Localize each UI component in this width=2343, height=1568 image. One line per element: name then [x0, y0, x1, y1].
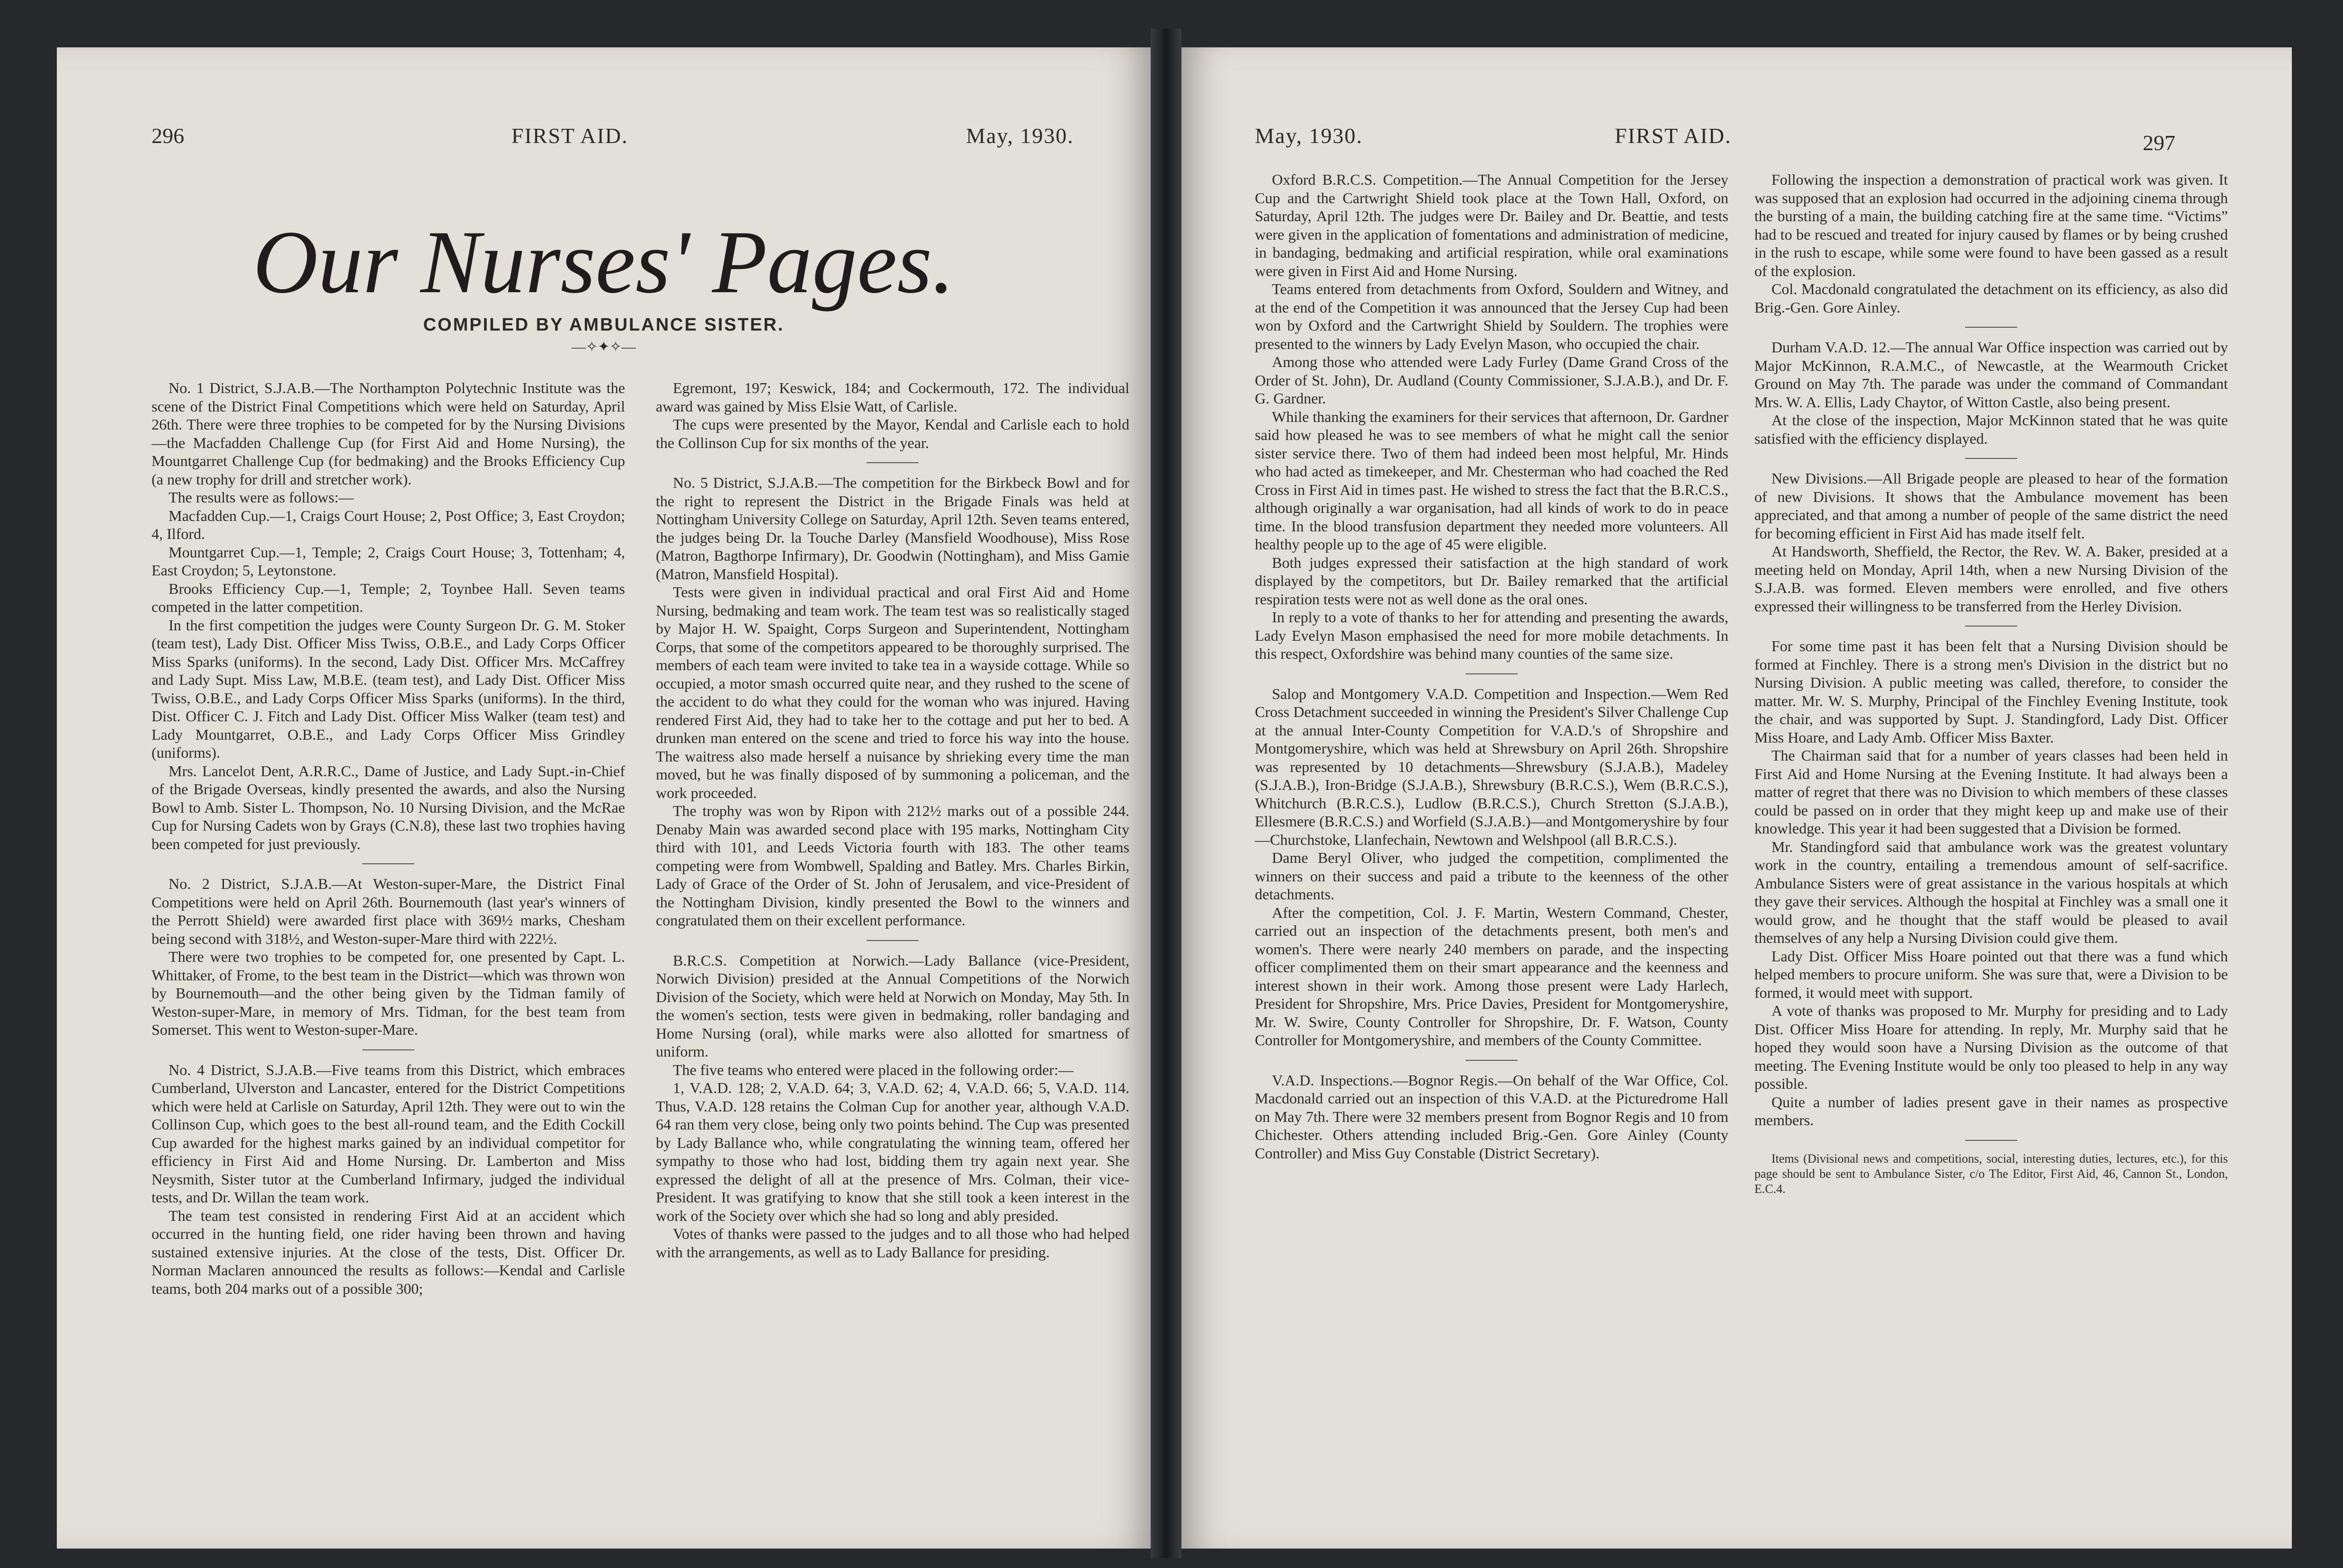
article-paragraph: A vote of thanks was proposed to Mr. Murphy for presiding and to Lady Dist. Officer Miss Hoare for attending. In reply, Mr. Murphy said that he hoped they would soon have a Nursing Division as the outcome of that meeting. The Evening Institute would be only too pleased to help in any way possible. [1754, 1002, 2228, 1092]
article-paragraph: Brooks Efficiency Cup.—1, Temple; 2, Toynbee Hall. Seven teams competed in the latter competition. [152, 580, 625, 615]
article-paragraph: Oxford B.R.C.S. Competition.—The Annual Competition for the Jersey Cup and the Cartwright Shield took place at the Town Hall, Oxford, on Saturday, April 12th. The judges were Dr. Bailey and Dr. Beattie, and tests were given in the application of fomentations and administration of medicine, in bandaging, bedmaking and artificial respiration, while oral examinations were given in First Aid and Home Nursing. [1255, 171, 1728, 279]
article-paragraph: Col. Macdonald congratulated the detachment on its efficiency, as also did Brig.-Gen. Gore Ainley. [1754, 280, 2228, 316]
section-title: Our Nurses' Pages. [253, 213, 955, 312]
article-paragraph: V.A.D. Inspections.—Bognor Regis.—On behalf of the War Office, Col. Macdonald carried out an inspection of this V.A.D. at the Picturedrome Hall on May 7th. There were 32 members present from Bognor Regis and 10 from Chichester. Others attending included Brig.-Gen. Gore Ainley (County Controller) and Miss Guy Constable (District Secretary). [1255, 1071, 1728, 1162]
article-paragraph: Mrs. Lancelot Dent, A.R.R.C., Dame of Justice, and Lady Supt.-in-Chief of the Brigade Overseas, kindly presented the awards, and also the Nursing Bowl to Amb. Sister L. Thompson, No. 10 Nursing Division, and the McRae Cup for Nursing Cadets won by Grays (C.N.8), these last two trophies having been competed for just previously. [152, 762, 625, 852]
article-paragraph: Teams entered from detachments from Oxford, Souldern and Witney, and at the end of the Competition it was announced that the Jersey Cup had been won by Oxford and the Cartwright Shield by Souldern. The trophies were presented to the winners by Lady Evelyn Mason, who occupied the chair. [1255, 280, 1728, 352]
article-paragraph: The Chairman said that for a number of years classes had been held in First Aid and Home Nursing at the Evening Institute. It had always been a matter of regret that there was no Division to which members of these classes could be passed on in order that they might keep up and make use of their knowledge. This year it had been suggested that a Division be formed. [1754, 747, 2228, 837]
left-column-1 [152, 379, 625, 1298]
article-paragraph: Quite a number of ladies present gave in their names as prospective members. [1754, 1093, 2228, 1129]
article-paragraph: Durham V.A.D. 12.—The annual War Office inspection was carried out by Major McKinnon, R.A.M.C., of Newcastle, at the Wearmouth Cricket Ground on May 7th. The parade was under the command of Commandant Mrs. W. A. Ellis, Lady Chaytor, of Witton Castle, also being present. [1754, 339, 2228, 411]
article-paragraph: No. 4 District, S.J.A.B.—Five teams from this District, which embraces Cumberland, Ulverston and Lancaster, entered for the District Competitions which were held at Carlisle on Saturday, April 12th. They were out to win the Collinson Cup, which goes to the best all-round team, and the Edith Cockill Cup awarded for the highest marks gained by an individual competitor for efficiency in First Aid and Home Nursing. Dr. Lamberton and Miss Neysmith, Sister tutor at the Cumberland Infirmary, judged the individual tests, and Dr. Willan the team work. [152, 1061, 625, 1206]
article-paragraph: In the first competition the judges were County Surgeon Dr. G. M. Stoker (team test), Lady Dist. Officer Miss Twiss, O.B.E., and Lady Corps Officer Miss Sparks (uniforms). In the second, Lady Dist. Officer Mrs. McCaffrey and Lady Supt. Miss Law, M.B.E. (team test), and Lady Dist. Officer Miss Twiss, O.B.E., and Lady Corps Officer Miss Sparks (uniforms). In the third, Dist. Officer C. J. Fitch and Lady Dist. Officer Miss Walker (team test) and Lady Mountgarret, O.B.E., and Lady Corps Officer Miss Grindley (uniforms). [152, 616, 625, 761]
article-paragraph: Mr. Standingford said that ambulance work was the greatest voluntary work in the country, entailing a tremendous amount of self-sacrifice. Ambulance Sisters were of great assistance in the various hospitals at which they gave their services. Although the hospital at Finchley was a small one it would grow, and he thought that the staff would be pleased to avail themselves of any help a Nursing Division could give them. [1754, 838, 2228, 946]
article-paragraph: The results were as follows:— [169, 489, 354, 506]
section-rule [867, 462, 919, 463]
ornament-divider: —✧✦✧— [572, 339, 636, 355]
article-paragraph: For some time past it has been felt that a Nursing Division should be formed at Finchley. There is a strong men's Division in the district but no Nursing Division. A public meeting was called, therefore, to consider the matter. Mr. W. S. Murphy, Principal of the Finchley Evening Institute, took the chair, and was supported by Supt. J. Standingford, Lady Dist. Officer Miss Hoare, and Lady Amb. Officer Miss Baxter. [1754, 637, 2228, 746]
article-paragraph: No. 1 District, S.J.A.B.—The Northampton Polytechnic Institute was the scene of the District Final Competitions which were held on Saturday, April 26th. There were three trophies to be competed for by the Nursing Divisions—the Macfadden Challenge Cup (for First Aid and Home Nursing), the Mountgarret Challenge Cup (for bedmaking) and the Brooks Efficiency Cup (a new trophy for drill and stretcher work). [152, 379, 625, 488]
article-paragraph: Salop and Montgomery V.A.D. Competition and Inspection.—Wem Red Cross Detachment succeeded in winning the President's Silver Challenge Cup at the annual Inter-County Competition for V.A.D.'s of Shropshire and Montgomeryshire, which was held at Shrewsbury on April 26th. Shropshire was represented by 10 detachments—Shrewsbury (S.J.A.B.), Madeley (S.J.A.B.), Iron-Bridge (S.J.A.B.), Shrewsbury (B.R.C.S.), Wem (B.R.C.S.), Whitchurch (B.R.C.S.), Ludlow (B.R.C.S.), Church Stretton (S.J.A.B.), Ellesmere (B.R.C.S.) and Worfield (S.J.A.B.)—and Montgomeryshire by four—Churchstoke, Llanfechain, Newtown and Welshpool (all B.R.C.S.). [1255, 685, 1728, 848]
article-paragraph: The team test consisted in rendering First Aid at an accident which occurred in the hunting field, one rider having been thrown and having sustained extensive injuries. At the close of the tests, Dist. Officer Dr. Norman Maclaren announced the results as follows:—Kendal and Carlisle teams, both 204 marks out of a possible 300; [152, 1207, 625, 1297]
article-paragraph: The five teams who entered were placed in the following order:— [673, 1061, 1073, 1078]
issue-date: May, 1930. [966, 124, 1074, 148]
section-rule [1466, 1060, 1518, 1061]
section-rule [1965, 626, 2017, 627]
article-paragraph: While thanking the examiners for their services that afternoon, Dr. Gardner said how pleased he was to see members of what he might call the senior sister service there. Two of them had indeed been most helpful, Mr. Hinds who had acted as timekeeper, and Mr. Chesterman who had coached the Red Cross in First Aid in times past. He wished to stress the fact that the B.R.C.S., although originally a war organisation, had all kinds of work to do in peace time. In the blood transfusion department they needed more volunteers. All healthy people up to the age of 45 were eligible. [1255, 408, 1728, 553]
article-paragraph: No. 2 District, S.J.A.B.—At Weston-super-Mare, the District Final Competitions were held on April 26th. Bournemouth (last year's winners of the Perrott Shield) were awarded first place with 369½ marks, Chesham being second with 318½, and Weston-super-Mare third with 222½. [152, 875, 625, 947]
article-paragraph: Egremont, 197; Keswick, 184; and Cockermouth, 172. The individual award was gained by Miss Elsie Watt, of Carlisle. [656, 379, 1129, 415]
article-paragraph: At Handsworth, Sheffield, the Rector, the Rev. W. A. Baker, presided at a meeting held on Monday, April 14th, when a new Nursing Division of the S.J.A.B. was formed. Eleven members were enrolled, and five others expressed their willingness to be transferred from the Herley Division. [1754, 543, 2228, 615]
article-paragraph: Following the inspection a demonstration of practical work was given. It was supposed that an explosion had occurred in the adjoining cinema through the bursting of a main, the building catching fire at the same time. “Victims” had to be rescued and treated for injury caused by flames or by being crushed in the rush to escape, while some were found to have been gassed as a result of the explosion. [1754, 171, 2228, 279]
right-page [1181, 47, 2292, 1549]
section-rule [362, 1049, 414, 1050]
article-paragraph: Among those who attended were Lady Furley (Dame Grand Cross of the Order of St. John), Dr. Audland (County Commissioner, S.J.A.B.), and Dr. F. G. Gardner. [1255, 353, 1728, 407]
left-column-2 [656, 379, 1129, 1261]
editorial-footnote: Items (Divisional news and competitions, social, interesting duties, lectures, etc.), for this page should be sent to Ambulance Sister, c/o The Editor, First Aid, 46, Cannon St., London, E.C.4. [1754, 1151, 2228, 1196]
section-rule [1466, 673, 1518, 674]
article-paragraph: At the close of the inspection, Major McKinnon stated that he was quite satisfied with the efficiency displayed. [1754, 412, 2228, 447]
article-paragraph: In reply to a vote of thanks to her for attending and presenting the awards, Lady Evelyn Mason emphasised the need for more mobile detachments. In this respect, Oxfordshire was behind many counties of the same size. [1255, 609, 1728, 662]
article-paragraph: Mountgarret Cup.—1, Temple; 2, Craigs Court House; 3, Tottenham; 4, East Croydon; 5, Leytonstone. [152, 543, 625, 579]
section-rule [1965, 1140, 2017, 1141]
page-number: 296 [152, 124, 184, 148]
article-paragraph: 1, V.A.D. 128; 2, V.A.D. 64; 3, V.A.D. 62; 4, V.A.D. 66; 5, V.A.D. 114. Thus, V.A.D. 128 retains the Colman Cup for another year, although V.A.D. 64 ran them very close, being only two points behind. The Cup was presented by Lady Ballance who, while congratulating the winning team, offered her sympathy to those who had lost, bidding them try again next year. She expressed the delight of all at the presence of Mrs. Colman, their vice-President. It was gratifying to know that she still took a keen interest in the work of the Society over which she had so long and ably presided. [656, 1079, 1129, 1224]
section-rule [867, 940, 919, 941]
compiled-by: COMPILED BY AMBULANCE SISTER. [423, 315, 785, 335]
article-paragraph: There were two trophies to be competed for, one presented by Capt. L. Whittaker, of Frome, to the best team in the District—which was thrown won by Bournemouth—and the other being given by the Tidman family of Weston-super-Mare, in memory of Mrs. Tidman, for the best team from Somerset. This went to Weston-super-Mare. [152, 948, 625, 1038]
article-paragraph: After the competition, Col. J. F. Martin, Western Command, Chester, carried out an inspection of the detachments present, both men's and women's. There were nearly 240 members on parade, and the inspecting officer complimented them on their smart appearance and the keenness and interest shown in their work. Among those present were Lady Harlech, President for Shropshire, Mrs. Price Davies, President for Montgomeryshire, Mr. W. Swire, County Controller for Shropshire, Dr. F. Watson, County Controller for Montgomeryshire, and members of the County Committee. [1255, 904, 1728, 1048]
article-paragraph: Dame Beryl Oliver, who judged the competition, complimented the winners on their success and paid a tribute to the keenness of the other detachments. [1255, 849, 1728, 903]
article-paragraph: Tests were given in individual practical and oral First Aid and Home Nursing, bedmaking and team work. The team test was so realistically staged by Major H. W. Spaight, Corps Surgeon and Superintendent, Nottingham Corps, that some of the competitors appeared to be thoroughly surprised. The members of each team were invited to take tea in a wayside cottage. While so occupied, a motor smash occurred quite near, and they rushed to the scene of the accident to do what they could for the woman who was injured. Having rendered First Aid, they had to take her to the cottage and put her to bed. A drunken man entered on the scene and tried to force his way into the house. The waitress also made herself a nuisance by shrieking every time the man moved, but he was finally disposed of by summoning a policeman, and the work proceeded. [656, 583, 1129, 801]
article-paragraph: The trophy was won by Ripon with 212½ marks out of a possible 244. Denaby Main was awarded second place with 195 marks, Nottingham City third with 101, and Leeds Victoria fourth with 183. The other teams competing were from Wombwell, Spalding and Batley. Mrs. Charles Birkin, Lady of Grace of the Order of St. John of Jerusalem, and vice-President of the Nottingham Division, kindly presented the Bowl to the winners and congratulated them on their excellent performance. [656, 802, 1129, 929]
book-gutter [1151, 28, 1181, 1558]
article-paragraph: Lady Dist. Officer Miss Hoare pointed out that there was a fund which helped members to procure uniform. She was sure that, were a Division to be formed, it would meet with support. [1754, 947, 2228, 1001]
section-rule [1965, 458, 2017, 459]
right-column-2 [1754, 170, 2228, 1197]
section-rule [1965, 327, 2017, 328]
article-paragraph: The cups were presented by the Mayor, Kendal and Carlisle each to hold the Collinson Cup for six months of the year. [656, 416, 1129, 451]
right-column-1 [1255, 170, 1728, 1162]
article-paragraph: Both judges expressed their satisfaction at the high standard of work displayed by the competitors, but Dr. Bailey remarked that the artificial respiration tests were not as well done as the oral ones. [1255, 554, 1728, 608]
article-paragraph: B.R.C.S. Competition at Norwich.—Lady Ballance (vice-President, Norwich Division) presided at the Annual Competitions of the Norwich Division of the Society, which were held at Norwich on Monday, May 5th. In the women's section, tests were given in bedmaking, roller bandaging and Home Nursing (oral), while marks were also allotted for smartness of uniform. [656, 951, 1129, 1060]
article-paragraph: Votes of thanks were passed to the judges and to all those who had helped with the arrangements, as well as to Lady Ballance for presiding. [656, 1225, 1129, 1261]
article-paragraph: No. 5 District, S.J.A.B.—The competition for the Birkbeck Bowl and for the right to represent the District in the Brigade Finals was held at Nottingham University College on Saturday, April 12th. Seven teams entered, the judges being Dr. la Touche Darley (Mansfield Woodhouse), Miss Rose (Matron, Bagthorpe Infirmary), Dr. Goodwin (Nottingham), and Miss Gamie (Matron, Mansfield Hospital). [656, 474, 1129, 582]
left-page [57, 47, 1151, 1549]
article-paragraph: New Divisions.—All Brigade people are pleased to hear of the formation of new Divisions. It shows that the Ambulance movement has been appreciated, and that among a number of people of the same district the need for becoming efficient in First Aid has made itself felt. [1754, 470, 2228, 542]
running-title: FIRST AID. [1615, 124, 1732, 148]
issue-date: May, 1930. [1255, 124, 1363, 148]
page-number: 297 [2143, 131, 2175, 155]
article-paragraph: Macfadden Cup.—1, Craigs Court House; 2, Post Office; 3, East Croydon; 4, Ilford. [152, 507, 625, 542]
section-rule [362, 863, 414, 864]
running-title: FIRST AID. [511, 124, 628, 148]
